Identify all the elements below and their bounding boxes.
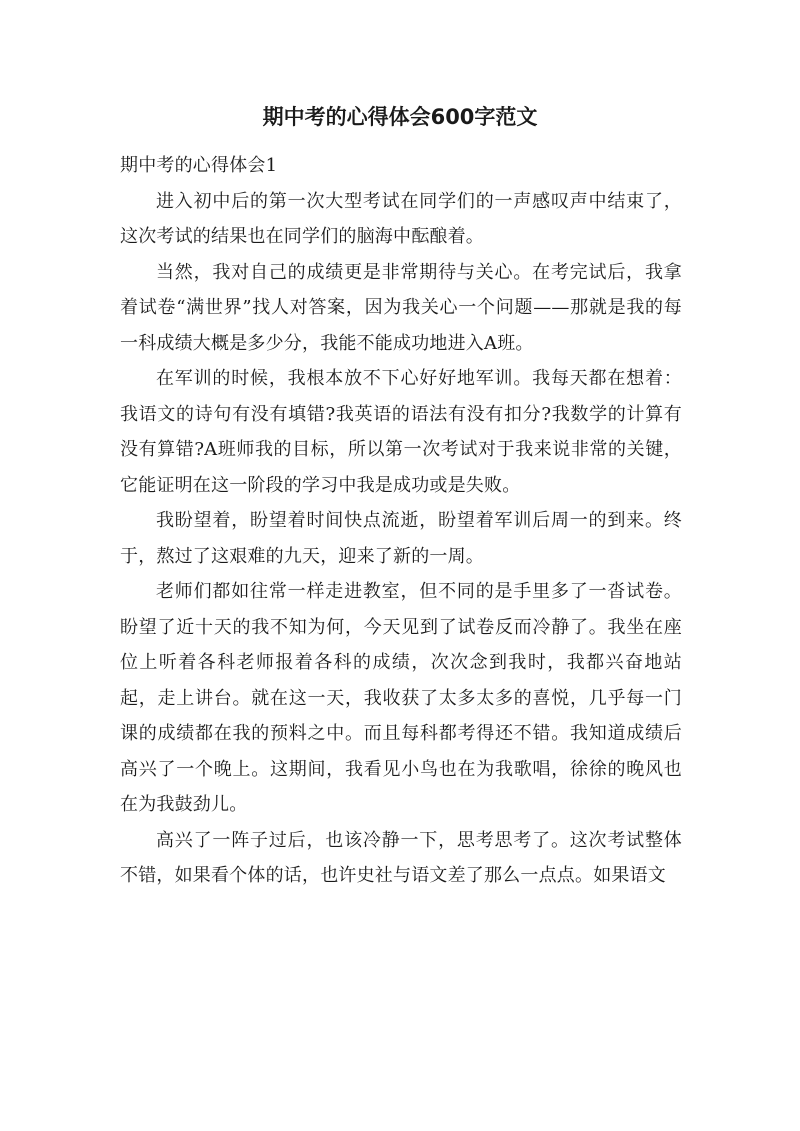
document-body xyxy=(120,148,682,894)
paragraph-1: 进入初中后的第一次大型考试在同学们的一声感叹声中结束了，这次考试的结果也在同学们的脑海中酝酿着。 xyxy=(120,190,682,247)
section-heading: 期中考的心得体会1 xyxy=(120,155,278,176)
paragraph-6: 高兴了一阵子过后，也该冷静一下，思考思考了。这次考试整体不错，如果看个体的话，也许史社与语文差了那么一点点。如果语文 xyxy=(120,829,682,886)
paragraph-5: 老师们都如往常一样走进教室，但不同的是手里多了一沓试卷。盼望了近十天的我不知为何，今天见到了试卷反而冷静了。我坐在座位上听着各科老师报着各科的成绩，次次念到我时，我都兴奋地站起，走上讲台。就在这一天，我收获了太多太多的喜悦，几乎每一门课的成绩都在我的预料之中。而且每科都考得还不错。我知道成绩后高兴了一个晚上。这期间，我看见小鸟也在为我歌唱，徐徐的晚风也在为我鼓劲儿。 xyxy=(120,581,682,815)
document-title: 期中考的心得体会600字范文 xyxy=(262,105,538,129)
paragraph-2: 当然，我对自己的成绩更是非常期待与关心。在考完试后，我拿着试卷“满世界”找人对答案，因为我关心一个问题——那就是我的每一科成绩大概是多少分，我能不能成功地进入A班。 xyxy=(120,261,682,354)
paragraph-4: 我盼望着，盼望着时间快点流逝，盼望着军训后周一的到来。终于，熬过了这艰难的九天，迎来了新的一周。 xyxy=(120,510,682,567)
paragraph-3: 在军训的时候，我根本放不下心好好地军训。我每天都在想着：我语文的诗句有没有填错?我英语的语法有没有扣分?我数学的计算有没有算错?A班师我的目标，所以第一次考试对于我来说非常的关键，它能证明在这一阶段的学习中我是成功或是失败。 xyxy=(120,368,682,496)
